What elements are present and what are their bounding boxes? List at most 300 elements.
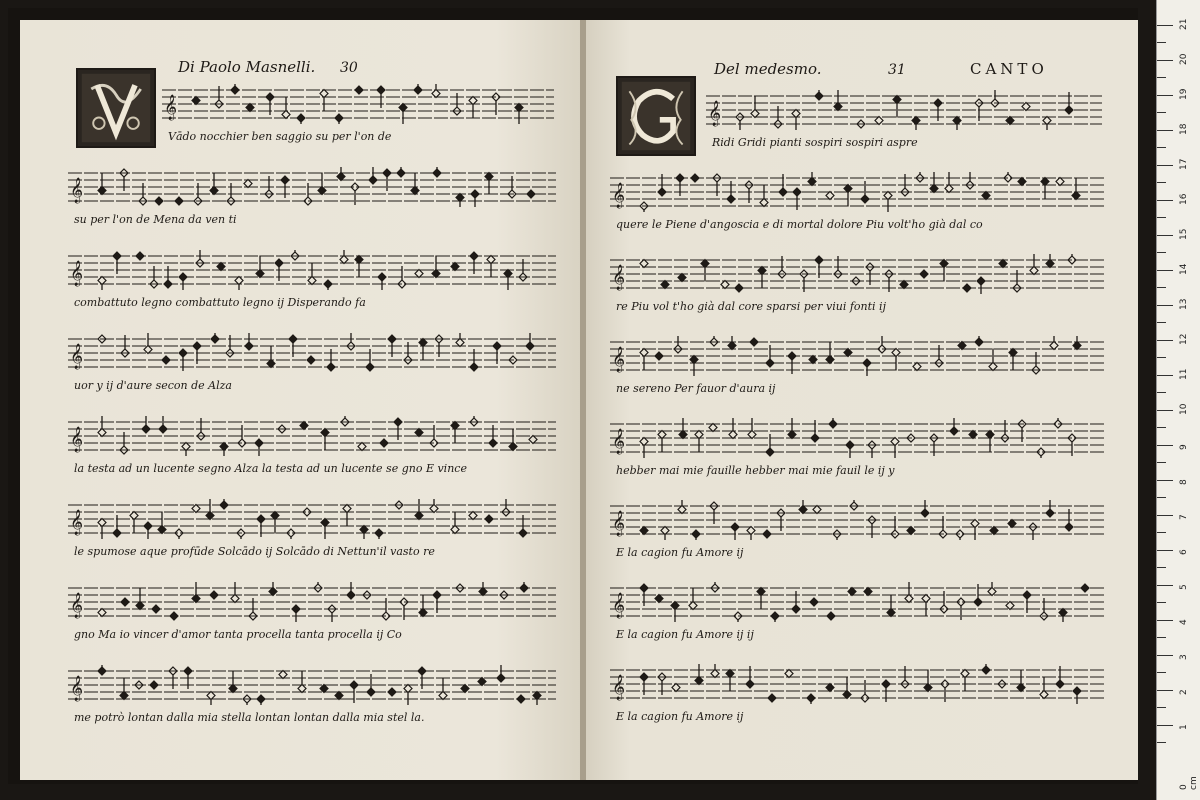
clef-icon: 𝄞 <box>708 101 722 126</box>
lyric-line: la testa ad un lucente segno Alza la testa ad un lucente se gno E vince <box>74 462 467 475</box>
note-mark <box>920 270 928 278</box>
note-mark <box>144 522 152 539</box>
music-staff <box>68 167 556 207</box>
note-mark <box>179 273 187 290</box>
note-mark <box>734 612 742 622</box>
ruler-tick <box>1157 497 1166 498</box>
note-mark <box>726 670 734 692</box>
lyric-line: su per l'on de Mena da ven ti <box>74 213 237 226</box>
note-mark <box>834 90 842 111</box>
music-staff <box>68 250 556 290</box>
ruler-tick <box>1157 602 1166 603</box>
note-mark <box>1017 670 1025 692</box>
note-mark <box>298 671 306 693</box>
ruler-tick <box>1157 217 1166 218</box>
left-page-folio: 30 <box>340 60 358 76</box>
note-mark <box>231 582 239 603</box>
note-mark <box>711 664 719 678</box>
clef-icon: 𝄞 <box>70 344 84 369</box>
note-mark <box>471 190 479 207</box>
note-mark <box>961 670 969 692</box>
note-mark <box>318 173 326 195</box>
note-mark <box>136 252 144 260</box>
note-mark <box>690 356 698 377</box>
note-mark <box>678 500 686 514</box>
clef-icon: 𝄞 <box>70 178 84 203</box>
note-mark <box>655 352 663 360</box>
note-mark <box>1022 103 1030 111</box>
note-mark <box>689 588 697 610</box>
ruler-number: 6 <box>1179 549 1189 555</box>
ruler-tick <box>1157 655 1173 656</box>
ruler-tick <box>1157 112 1166 113</box>
note-mark <box>940 260 948 282</box>
note-mark <box>120 678 128 700</box>
ruler-tick <box>1157 515 1173 516</box>
clef-icon: 𝄞 <box>612 675 626 700</box>
ruler-tick <box>1157 165 1173 166</box>
note-mark <box>1041 178 1049 200</box>
note-mark <box>672 684 680 692</box>
note-mark <box>196 250 204 267</box>
note-mark <box>1054 418 1062 428</box>
right-page-header: Del medesmo. <box>714 60 822 78</box>
ruler-number: 20 <box>1179 53 1189 65</box>
note-mark <box>451 422 459 444</box>
clef-icon: 𝄞 <box>612 265 626 290</box>
lyric-line: gno Ma io vincer d'amor tanta procella tanta procella ij Co <box>74 628 402 641</box>
note-mark <box>950 418 958 435</box>
note-mark <box>878 336 886 353</box>
note-mark <box>220 499 228 509</box>
note-mark <box>785 670 793 678</box>
ruler-tick <box>1157 287 1166 288</box>
note-mark <box>721 281 729 289</box>
note-mark <box>692 530 700 540</box>
ruler-number: 13 <box>1179 298 1189 310</box>
note-mark <box>1006 117 1014 125</box>
ruler-tick <box>1157 725 1173 726</box>
note-mark <box>162 356 170 364</box>
note-mark <box>1006 602 1014 610</box>
note-mark <box>432 84 440 98</box>
note-mark <box>750 338 758 346</box>
note-mark <box>1081 584 1089 592</box>
ruler-number: 2 <box>1179 689 1189 695</box>
note-mark <box>504 270 512 291</box>
note-mark <box>975 336 983 346</box>
note-mark <box>340 250 348 264</box>
lyric-line: me potrò lontan dalla mia stella lontan lontan dalla mia stel la. <box>74 711 425 724</box>
note-mark <box>192 505 200 513</box>
music-staff <box>706 90 1102 130</box>
note-mark <box>868 441 876 458</box>
note-mark <box>912 117 920 131</box>
clef-icon: 𝄞 <box>612 593 626 618</box>
note-mark <box>211 333 219 343</box>
note-mark <box>728 336 736 350</box>
clef-icon: 𝄞 <box>70 593 84 618</box>
music-staff <box>68 665 556 705</box>
note-mark <box>884 192 892 213</box>
ruler-tick <box>1157 182 1166 183</box>
note-mark <box>971 520 979 541</box>
lyric-line: E la cagion fu Amore ij ij <box>616 628 754 641</box>
note-mark <box>243 695 251 705</box>
note-mark <box>655 595 663 603</box>
note-mark <box>736 113 744 130</box>
ruler-tick <box>1157 550 1173 551</box>
note-mark <box>220 443 228 457</box>
ruler-number: 15 <box>1179 228 1189 240</box>
note-mark <box>415 429 423 437</box>
ruler-tick <box>1157 235 1173 236</box>
note-mark <box>175 197 183 205</box>
note-mark <box>515 104 523 125</box>
ruler-tick <box>1157 462 1166 463</box>
note-mark <box>678 274 686 282</box>
note-mark <box>1004 172 1012 182</box>
note-mark <box>900 281 908 289</box>
note-mark <box>1072 178 1080 200</box>
note-mark <box>479 582 487 596</box>
right-page-folio: 31 <box>888 62 906 78</box>
lyric-line: uor y ij d'aure secon de Alza <box>74 379 232 392</box>
ruler-tick <box>1157 77 1166 78</box>
ruler-tick <box>1157 130 1173 131</box>
note-mark <box>963 284 971 292</box>
note-mark <box>229 671 237 693</box>
note-mark <box>748 418 756 439</box>
note-mark <box>520 582 528 592</box>
clef-icon: 𝄞 <box>70 510 84 535</box>
ruler-unit-label: 0 cm <box>1179 776 1199 790</box>
music-staff <box>610 254 1104 294</box>
note-mark <box>771 612 779 622</box>
left-page <box>20 20 580 780</box>
note-mark <box>891 438 899 459</box>
note-mark <box>1073 336 1081 350</box>
note-mark <box>674 336 682 353</box>
clef-icon: 𝄞 <box>612 429 626 454</box>
note-mark <box>399 104 407 125</box>
ruler-number: 7 <box>1179 514 1189 520</box>
ruler-tick <box>1157 480 1173 481</box>
ruler-tick <box>1157 252 1166 253</box>
note-mark <box>502 499 510 516</box>
ruler-tick <box>1157 567 1166 568</box>
note-mark <box>355 256 363 278</box>
lyric-line: E la cagion fu Amore ij <box>616 546 744 559</box>
note-mark <box>461 685 469 693</box>
note-mark <box>130 512 138 534</box>
note-mark <box>509 429 517 451</box>
note-mark <box>988 582 996 596</box>
note-mark <box>411 173 419 195</box>
note-mark <box>1043 117 1051 131</box>
note-mark <box>1068 254 1076 264</box>
note-mark <box>414 84 422 94</box>
canto-label: CANTO <box>970 60 1048 78</box>
note-mark <box>485 515 493 523</box>
lyric-line: hebber mai mie fauille hebber mai mie fauil le ij y <box>616 464 895 477</box>
note-mark <box>846 441 854 458</box>
note-mark <box>1040 677 1048 699</box>
ruler-tick <box>1157 375 1173 376</box>
ruler-tick <box>1157 305 1173 306</box>
note-mark <box>360 526 368 540</box>
lyric-line: le spumose aque profūde Solcādo ij Solcādo di Nettun'il vasto re <box>74 545 435 558</box>
ornamented-initial-icon <box>76 68 156 148</box>
note-mark <box>640 202 648 212</box>
note-mark <box>958 342 966 350</box>
note-mark <box>735 284 743 292</box>
note-mark <box>192 97 200 105</box>
lyric-line: ne sereno Per fauor d'aura ij <box>616 382 776 395</box>
note-mark <box>924 670 932 692</box>
ruler-number: 17 <box>1179 158 1189 170</box>
ruler-number: 1 <box>1179 724 1189 730</box>
note-mark <box>844 349 852 357</box>
note-mark <box>768 694 776 702</box>
ruler-tick <box>1157 42 1166 43</box>
note-mark <box>159 416 167 433</box>
note-mark <box>269 582 277 596</box>
note-mark <box>347 582 355 599</box>
lyric-line: combattuto legno combattuto legno ij Disperando fa <box>74 296 366 309</box>
note-mark <box>758 267 766 289</box>
ornamented-initial-icon <box>616 76 696 156</box>
note-mark <box>256 256 264 278</box>
note-mark <box>809 356 817 364</box>
note-mark <box>916 172 924 182</box>
note-mark <box>485 173 493 195</box>
note-mark <box>121 598 129 606</box>
lyric-line: Vādo nocchier ben saggio su per l'on de <box>168 130 392 143</box>
note-mark <box>893 96 901 118</box>
note-mark <box>640 438 648 459</box>
note-mark <box>850 500 858 510</box>
ruler-number: 16 <box>1179 193 1189 205</box>
note-mark <box>98 665 106 675</box>
ruler-tick <box>1157 95 1173 96</box>
note-mark <box>451 512 459 534</box>
note-mark <box>287 529 295 539</box>
note-mark <box>887 595 895 617</box>
note-mark <box>375 529 383 539</box>
clef-icon: 𝄞 <box>612 511 626 536</box>
note-mark <box>182 443 190 457</box>
music-staff <box>610 500 1104 540</box>
ruler-number: 18 <box>1179 123 1189 135</box>
note-mark <box>279 671 287 679</box>
ruler-tick <box>1157 637 1166 638</box>
note-mark <box>986 431 994 453</box>
note-mark <box>760 185 768 207</box>
note-mark <box>875 117 883 125</box>
note-mark <box>388 688 396 696</box>
note-mark <box>989 349 997 371</box>
note-mark <box>469 97 477 119</box>
note-mark <box>291 250 299 260</box>
note-mark <box>347 333 355 350</box>
note-mark <box>98 609 106 617</box>
note-mark <box>343 505 351 527</box>
music-staff <box>610 336 1104 376</box>
ruler-number: 4 <box>1179 619 1189 625</box>
ruler-number: 10 <box>1179 403 1189 415</box>
music-staff <box>68 416 556 456</box>
note-mark <box>999 260 1007 268</box>
ruler-number: 21 <box>1179 18 1189 30</box>
note-mark <box>432 256 440 278</box>
music-staff <box>68 582 556 622</box>
note-mark <box>415 499 423 520</box>
note-mark <box>658 431 666 453</box>
note-mark <box>456 194 464 208</box>
note-mark <box>529 436 537 444</box>
ruler-number: 14 <box>1179 263 1189 275</box>
note-mark <box>829 418 837 428</box>
note-mark <box>526 333 534 350</box>
ruler-number: 3 <box>1179 654 1189 660</box>
note-mark <box>864 588 872 596</box>
ruler-number: 12 <box>1179 333 1189 345</box>
note-mark <box>210 591 218 599</box>
note-mark <box>691 174 699 182</box>
note-mark <box>1037 448 1045 458</box>
ruler-tick <box>1157 410 1173 411</box>
left-page-header: Di Paolo Masnelli. <box>178 58 316 76</box>
note-mark <box>337 167 345 181</box>
ruler-tick <box>1157 392 1166 393</box>
note-mark <box>300 422 308 430</box>
note-mark <box>210 173 218 195</box>
ruler-number: 8 <box>1179 479 1189 485</box>
note-mark <box>799 500 807 514</box>
note-mark <box>335 692 343 700</box>
ruler-tick <box>1157 60 1173 61</box>
note-mark <box>206 499 214 520</box>
note-mark <box>701 260 709 282</box>
open-book <box>8 8 1138 784</box>
note-mark <box>1046 254 1054 268</box>
note-mark <box>328 605 336 622</box>
note-mark <box>98 277 106 291</box>
note-mark <box>953 117 961 131</box>
note-mark <box>144 333 152 354</box>
note-mark <box>1018 178 1026 186</box>
note-mark <box>136 588 144 610</box>
note-mark <box>470 416 478 426</box>
note-mark <box>709 424 717 432</box>
note-mark <box>1008 520 1016 528</box>
clef-icon: 𝄞 <box>70 261 84 286</box>
ruler-tick <box>1157 270 1173 271</box>
note-mark <box>982 192 990 200</box>
note-mark <box>282 97 290 119</box>
note-mark <box>757 588 765 610</box>
note-mark <box>321 519 329 540</box>
note-mark <box>419 595 427 617</box>
note-mark <box>98 173 106 195</box>
ruler-tick <box>1157 147 1166 148</box>
ruler-tick <box>1157 200 1173 201</box>
note-mark <box>430 499 438 513</box>
ruler-tick <box>1157 427 1166 428</box>
note-mark <box>661 281 669 289</box>
ruler-tick <box>1157 357 1166 358</box>
note-mark <box>150 681 158 689</box>
note-mark <box>324 280 332 290</box>
note-mark <box>1073 687 1081 704</box>
note-mark <box>1009 349 1017 371</box>
note-mark <box>1046 500 1054 517</box>
note-mark <box>244 180 252 188</box>
note-mark <box>314 582 322 592</box>
note-mark <box>827 612 835 620</box>
note-mark <box>1030 254 1038 275</box>
note-mark <box>170 612 178 620</box>
ruler-tick <box>1157 742 1166 743</box>
note-mark <box>321 429 329 451</box>
music-staff <box>610 664 1104 704</box>
note-mark <box>98 519 106 540</box>
note-mark <box>969 431 977 439</box>
note-mark <box>255 439 263 456</box>
note-mark <box>921 500 929 517</box>
note-mark <box>175 529 183 539</box>
note-mark <box>731 523 739 540</box>
note-mark <box>231 84 239 94</box>
note-mark <box>1056 178 1064 186</box>
note-mark <box>192 582 200 603</box>
ruler-number: 19 <box>1179 88 1189 100</box>
clef-icon: 𝄞 <box>164 95 178 120</box>
note-mark <box>358 443 366 451</box>
note-mark <box>907 527 915 535</box>
lyric-line: E la cagion fu Amore ij <box>616 710 744 723</box>
note-mark <box>991 90 999 107</box>
ruler-tick <box>1157 532 1166 533</box>
note-mark <box>813 506 821 514</box>
note-mark <box>710 336 718 346</box>
note-mark <box>292 605 300 622</box>
note-mark <box>671 602 679 623</box>
note-mark <box>369 167 377 184</box>
note-mark <box>922 595 930 617</box>
note-mark <box>892 349 900 371</box>
note-mark <box>380 439 388 447</box>
ruler-tick <box>1157 445 1173 446</box>
note-mark <box>257 695 265 705</box>
note-mark <box>478 678 486 686</box>
note-mark <box>415 270 423 278</box>
note-mark <box>966 172 974 189</box>
ruler-tick <box>1157 707 1166 708</box>
note-mark <box>320 685 328 693</box>
note-mark <box>404 685 412 706</box>
note-mark <box>990 527 998 535</box>
ruler-tick <box>1157 25 1173 26</box>
note-mark <box>527 190 535 198</box>
note-mark <box>695 664 703 685</box>
note-mark <box>826 684 834 692</box>
note-mark <box>977 277 985 294</box>
note-mark <box>956 530 964 540</box>
note-mark <box>341 416 349 426</box>
note-mark <box>246 104 254 112</box>
